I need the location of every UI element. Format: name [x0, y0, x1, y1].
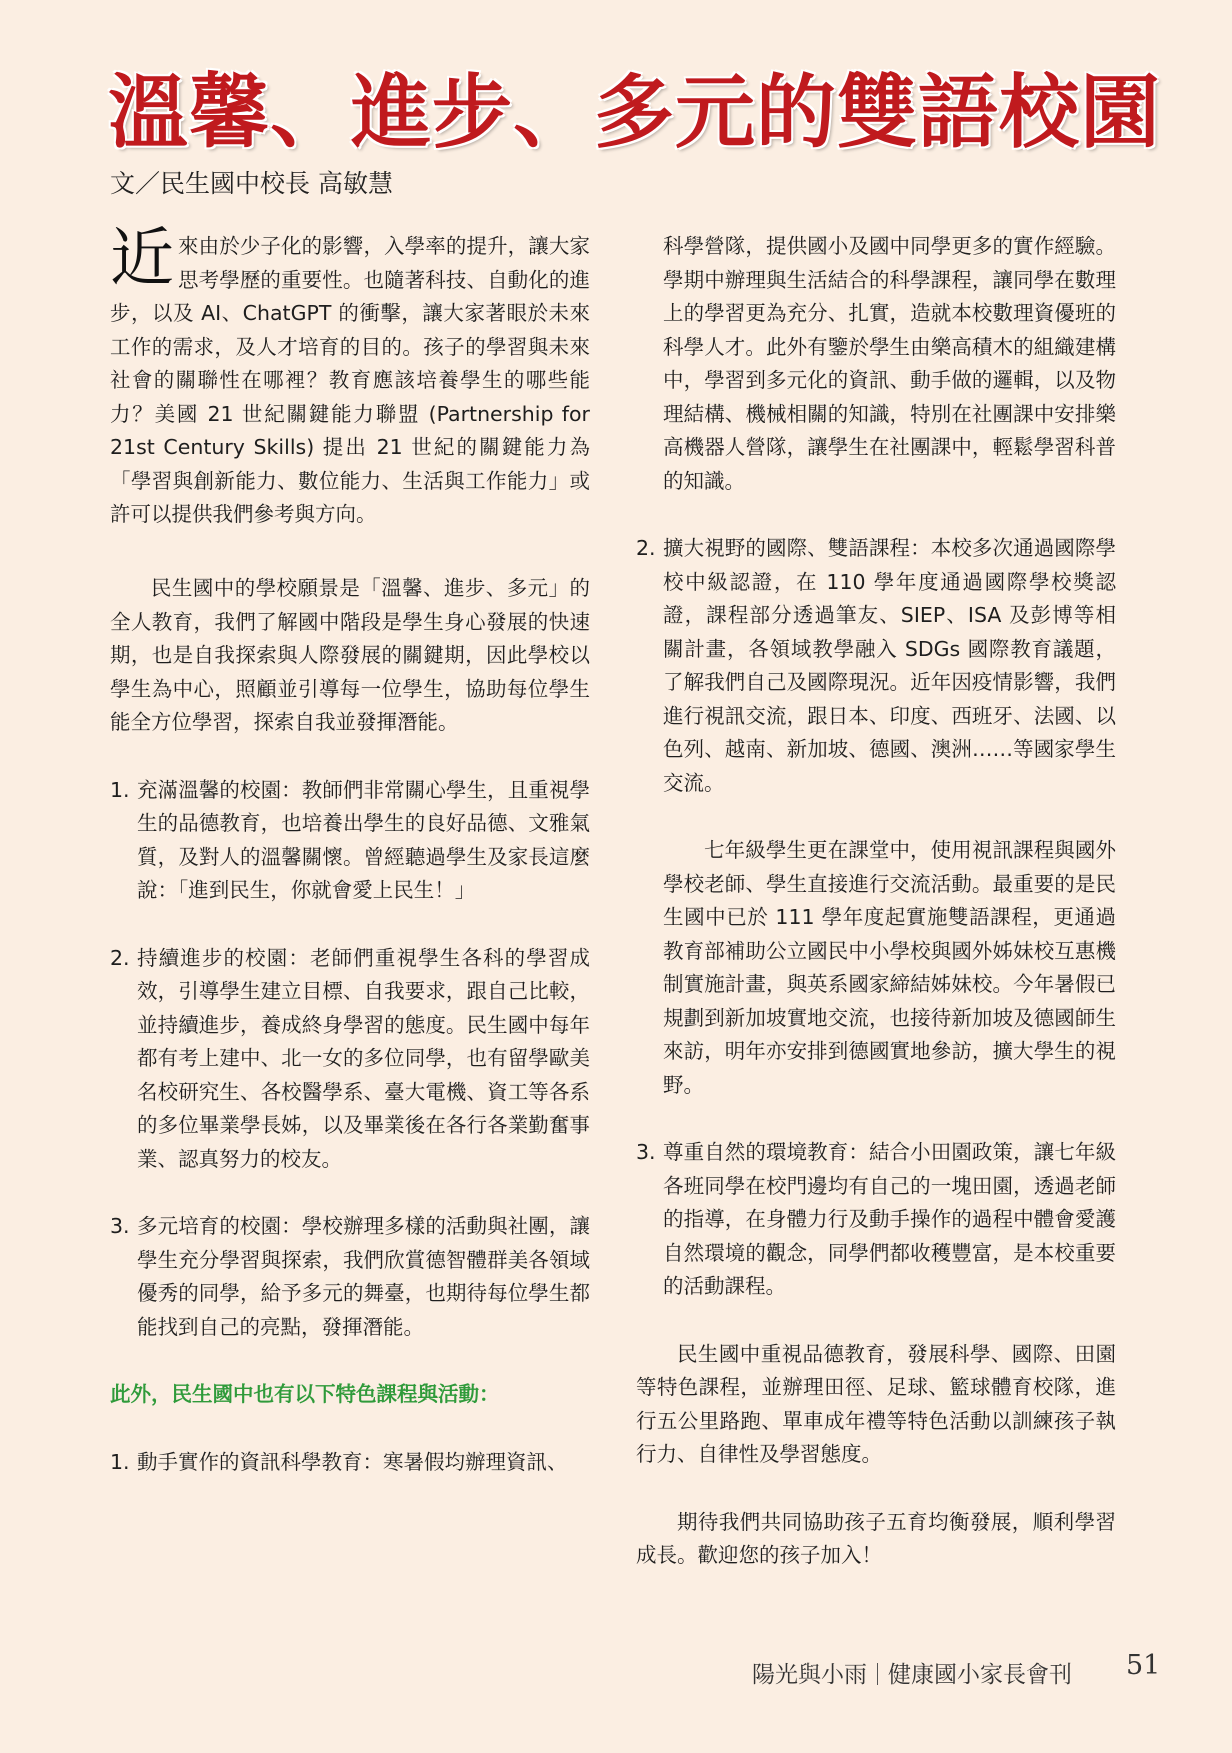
list-item-text: 持續進步的校園：老師們重視學生各科的學習成效，引導學生建立目標、自我要求，跟自己比較，並持續進步，養成終身學習的態度。民生國中每年都有考上建中、北一女的多位同學，也有留學歐美名校研究生、各校醫學系、臺大電機、資工等各系的多位畢業學長姊，以及畢業後在各行各業勤奮事業、認真努力的校友。 — [137, 945, 590, 1171]
closing-paragraph: 民生國中重視品德教育，發展科學、國際、田園等特色課程，並辦理田徑、足球、籃球體育校隊，進行五公里路跑、單車成年禮等特色活動以訓練孩子執行力、自律性及學習態度。 — [636, 1341, 1116, 1466]
list-item-text: 多元培育的校園：學校辦理多樣的活動與社團，讓學生充分學習與探索，我們欣賞德智體群美各領域優秀的同學，給予多元的舞臺，也期待每位學生都能找到自己的亮點，發揮潛能。 — [137, 1214, 590, 1339]
welcome-paragraph: 期待我們共同協助孩子五育均衡發展，順利學習成長。歡迎您的孩子加入！ — [636, 1509, 1116, 1567]
page-number: 51 — [1126, 1650, 1161, 1681]
list-item-number: 1. — [110, 1449, 130, 1474]
list-item-text: 動手實作的資訊科學教育：寒暑假均辦理資訊、 — [137, 1449, 568, 1474]
list-item-text: 尊重自然的環境教育：結合小田園政策，讓七年級各班同學在校門邊均有自己的一塊田園，透過老師的指導，在身體力行及動手操作的過程中體會愛護自然環境的觀念，同學們都收穫豐富，是本校重要的活動課程。 — [663, 1140, 1116, 1298]
list-item-text: 充滿溫馨的校園：教師們非常關心學生，且重視學生的品德教育，也培養出學生的良好品德、文雅氣質，及對人的溫馨關懷。曾經聽過學生及家長這麼說：「進到民生，你就會愛上民生！」 — [137, 777, 590, 902]
page-title: 溫馨、進步、多元的雙語校園 — [108, 65, 1161, 159]
left-column — [110, 222, 590, 1479]
list-item-number: 3. — [636, 1140, 656, 1164]
list-item-number: 2. — [636, 536, 656, 560]
special-item-international — [636, 532, 1116, 800]
list-item-progress — [110, 942, 590, 1177]
footer-divider — [877, 1663, 878, 1685]
list-item-text: 擴大視野的國際、雙語課程：本校多次通過國際學校中級認證，在 110 學年度通過國際學校獎認證，課程部分透過筆友、SIEP、ISA 及彭博等相關計畫，各領域教學融入 SDGs 國際教育議題，了解我們自己及國際現況。近年因疫情影響，我們進行視訊交流，跟日本、印度、西班牙、法國、以色列、越南、新加坡、德國、澳洲……等國家學生交流。 — [663, 536, 1116, 795]
list-item-number: 2. — [110, 945, 130, 970]
footer-publication — [752, 1656, 1072, 1689]
special-item-it — [110, 1446, 590, 1480]
vision-paragraph: 民生國中的學校願景是「溫馨、進步、多元」的全人教育，我們了解國中階段是學生身心發展的快速期，也是自我探索與人際發展的關鍵期，因此學校以學生為中心，照顧並引導每一位學生，協助每位學生能全方位學習，探索自我並發揮潛能。 — [110, 576, 590, 734]
list-item-diverse — [110, 1210, 590, 1344]
publication-subtitle: 健康國小家長會刊 — [888, 1662, 1072, 1688]
list-item-number: 1. — [110, 777, 130, 802]
list-item-number: 3. — [110, 1214, 130, 1238]
list-item-warm — [110, 774, 590, 908]
special-item-environment — [636, 1136, 1116, 1304]
publication-name: 陽光與小雨 — [752, 1662, 867, 1688]
drop-cap: 近 — [110, 222, 174, 296]
special-heading: 此外，民生國中也有以下特色課程與活動： — [110, 1382, 500, 1406]
intro-text: 來由於少子化的影響，入學率的提升，讓大家思考學歷的重要性。也隨著科技、自動化的進步，以及 AI、ChatGPT 的衝擊，讓大家著眼於未來工作的需求，及人才培育的目的。孩子的學習與未來社會的關聯性在哪裡？教育應該培養學生的哪些能力？美國 21 世紀關鍵能力聯盟 (Partnership for 21st Century Skills) 提出 21 世紀的關鍵能力為「學習與創新能力、數位能力、生活與工作能力」或許可以提供我們參考與方向。 — [110, 234, 590, 526]
special-item-it-continued: 科學營隊，提供國小及國中同學更多的實作經驗。學期中辦理與生活結合的科學課程，讓同學在數理上的學習更為充分、扎實，造就本校數理資優班的科學人才。此外有鑒於學生由樂高積木的組織建構中，學習到多元化的資訊、動手做的邏輯，以及物理結構、機械相關的知識，特別在社團課中安排樂高機器人營隊，讓學生在社團課中，輕鬆學習科普的知識。 — [663, 234, 1116, 493]
bilingual-paragraph: 七年級學生更在課堂中，使用視訊課程與國外學校老師、學生直接進行交流活動。最重要的是民生國中已於 111 學年度起實施雙語課程，更通過教育部補助公立國民中小學校與國外姊妹校互惠機制實施計畫，與英系國家締結姊妹校。今年暑假已規劃到新加坡實地交流，也接待新加坡及德國師生來訪，明年亦安排到德國實地參訪，擴大學生的視野。 — [663, 838, 1116, 1097]
intro-paragraph — [110, 222, 590, 538]
right-column — [636, 230, 1116, 1573]
author-byline: 文／民生國中校長 高敏慧 — [110, 169, 393, 198]
